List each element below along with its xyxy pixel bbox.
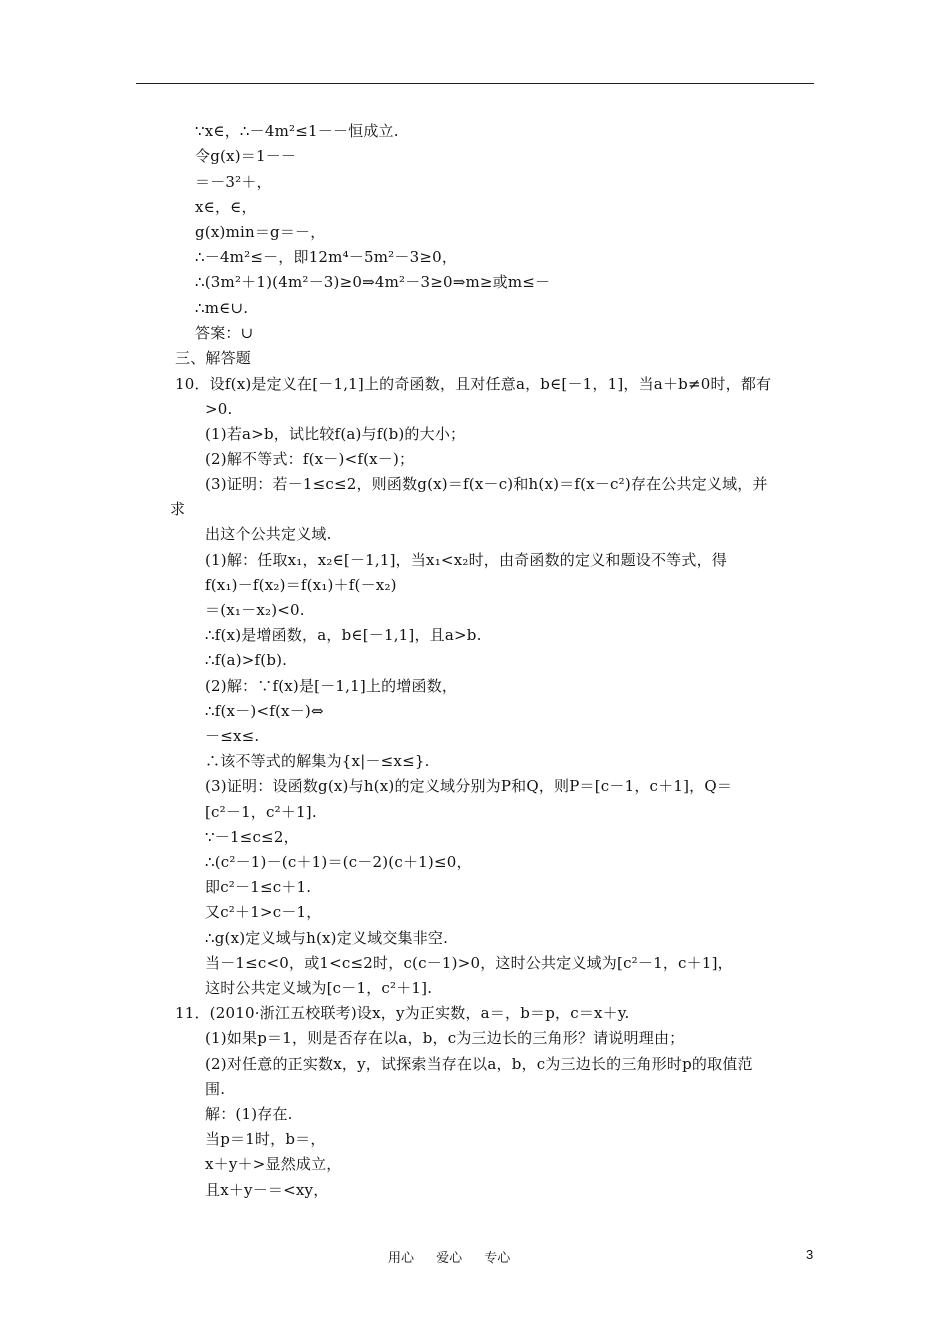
text-line: f(x₁)－f(x₂)＝f(x₁)＋f(－x₂) [205, 576, 397, 594]
text-line: ∴g(x)定义域与h(x)定义域交集非空. [205, 929, 449, 947]
page-footer: 用心 爱心 专心 [388, 1251, 511, 1266]
text-line: ＝－3²＋， [195, 173, 272, 191]
section-heading: 三、解答题 [175, 349, 252, 367]
text-line: 令g(x)＝1－－ [195, 147, 297, 165]
text-line: (3)证明：设函数g(x)与h(x)的定义域分别为P和Q，则P＝[c－1，c＋1]，Q＝ [205, 777, 733, 795]
text-line: (2)对任意的正实数x，y，试探索当存在以a，b，c为三边长的三角形时p的取值范 [205, 1055, 753, 1073]
text-line: 即c²－1≤c＋1. [205, 878, 312, 896]
text-line: ∵－1≤c≤2， [205, 828, 299, 846]
text-line: (1)如果p＝1，则是否存在以a，b，c为三边长的三角形？请说明理由； [205, 1029, 685, 1047]
text-line: ＝(x₁－x₂)<0. [205, 601, 305, 619]
text-line: (1)解：任取x₁，x₂∈[－1,1]，当x₁<x₂时，由奇函数的定义和题设不等式，得 [205, 551, 727, 569]
text-line: 又c²＋1>c－1， [205, 903, 322, 921]
text-line: [c²－1，c²＋1]. [205, 803, 317, 821]
text-line: ∵x∈，∴－4m²≤1－－恒成立. [195, 122, 399, 140]
text-line: 当－1≤c<0，或1<c≤2时，c(c－1)>0，这时公共定义域为[c²－1，c＋1]， [205, 954, 733, 972]
text-line: 且x＋y－＝<xy， [205, 1181, 329, 1199]
text-line: ∴f(x－)<f(x－)⇔ [205, 702, 324, 720]
text-line: (3)证明：若－1≤c≤2，则函数g(x)＝f(x－c)和h(x)＝f(x－c²)存在公共定义域，并 [205, 475, 768, 493]
text-line: x∈，∈， [195, 198, 257, 216]
problem-11-statement: 11．(2010·浙江五校联考)设x，y为正实数，a＝，b＝p，c＝x＋y. [175, 1004, 630, 1022]
text-line: －≤x≤. [205, 727, 260, 745]
text-line: ∴－4m²≤－，即12m⁴－5m²－3≥0， [195, 248, 458, 266]
text-line: >0. [205, 400, 233, 418]
text-line: ∴f(a)>f(b). [205, 651, 288, 669]
text-line: 这时公共定义域为[c－1，c²＋1]. [205, 979, 433, 997]
page-number: 3 [806, 1247, 814, 1262]
text-line: (1)若a>b，试比较f(a)与f(b)的大小； [205, 425, 466, 443]
text-line: g(x)min＝g＝－， [195, 223, 326, 241]
text-line: ∴(c²－1)－(c＋1)＝(c－2)(c＋1)≤0， [205, 853, 472, 871]
problem-10-statement: 10．设f(x)是定义在[－1,1]上的奇函数，且对任意a，b∈[－1，1]，当a＋b≠0时，都有 [175, 375, 772, 393]
text-line: 解：(1)存在. [205, 1105, 293, 1123]
text-line: 求 [170, 500, 186, 518]
text-line: x＋y＋>显然成立， [205, 1155, 342, 1173]
text-line: 围. [205, 1080, 226, 1098]
text-line: (2)解不等式：f(x－)<f(x－)； [205, 450, 415, 468]
answer-line: 答案：∪ [195, 324, 254, 342]
header-rule [136, 83, 814, 84]
text-line: ∴(3m²＋1)(4m²－3)≥0⇒4m²－3≥0⇒m≥或m≤－ [195, 273, 551, 291]
text-line: ∴该不等式的解集为{x|－≤x≤}. [205, 752, 430, 770]
text-line: (2)解：∵f(x)是[－1,1]上的增函数， [205, 677, 458, 695]
text-line: ∴m∈∪. [195, 299, 249, 317]
text-line: 出这个公共定义域. [205, 525, 332, 543]
text-line: ∴f(x)是增函数，a，b∈[－1,1]，且a>b. [205, 626, 482, 644]
text-line: 当p＝1时，b＝， [205, 1130, 326, 1148]
